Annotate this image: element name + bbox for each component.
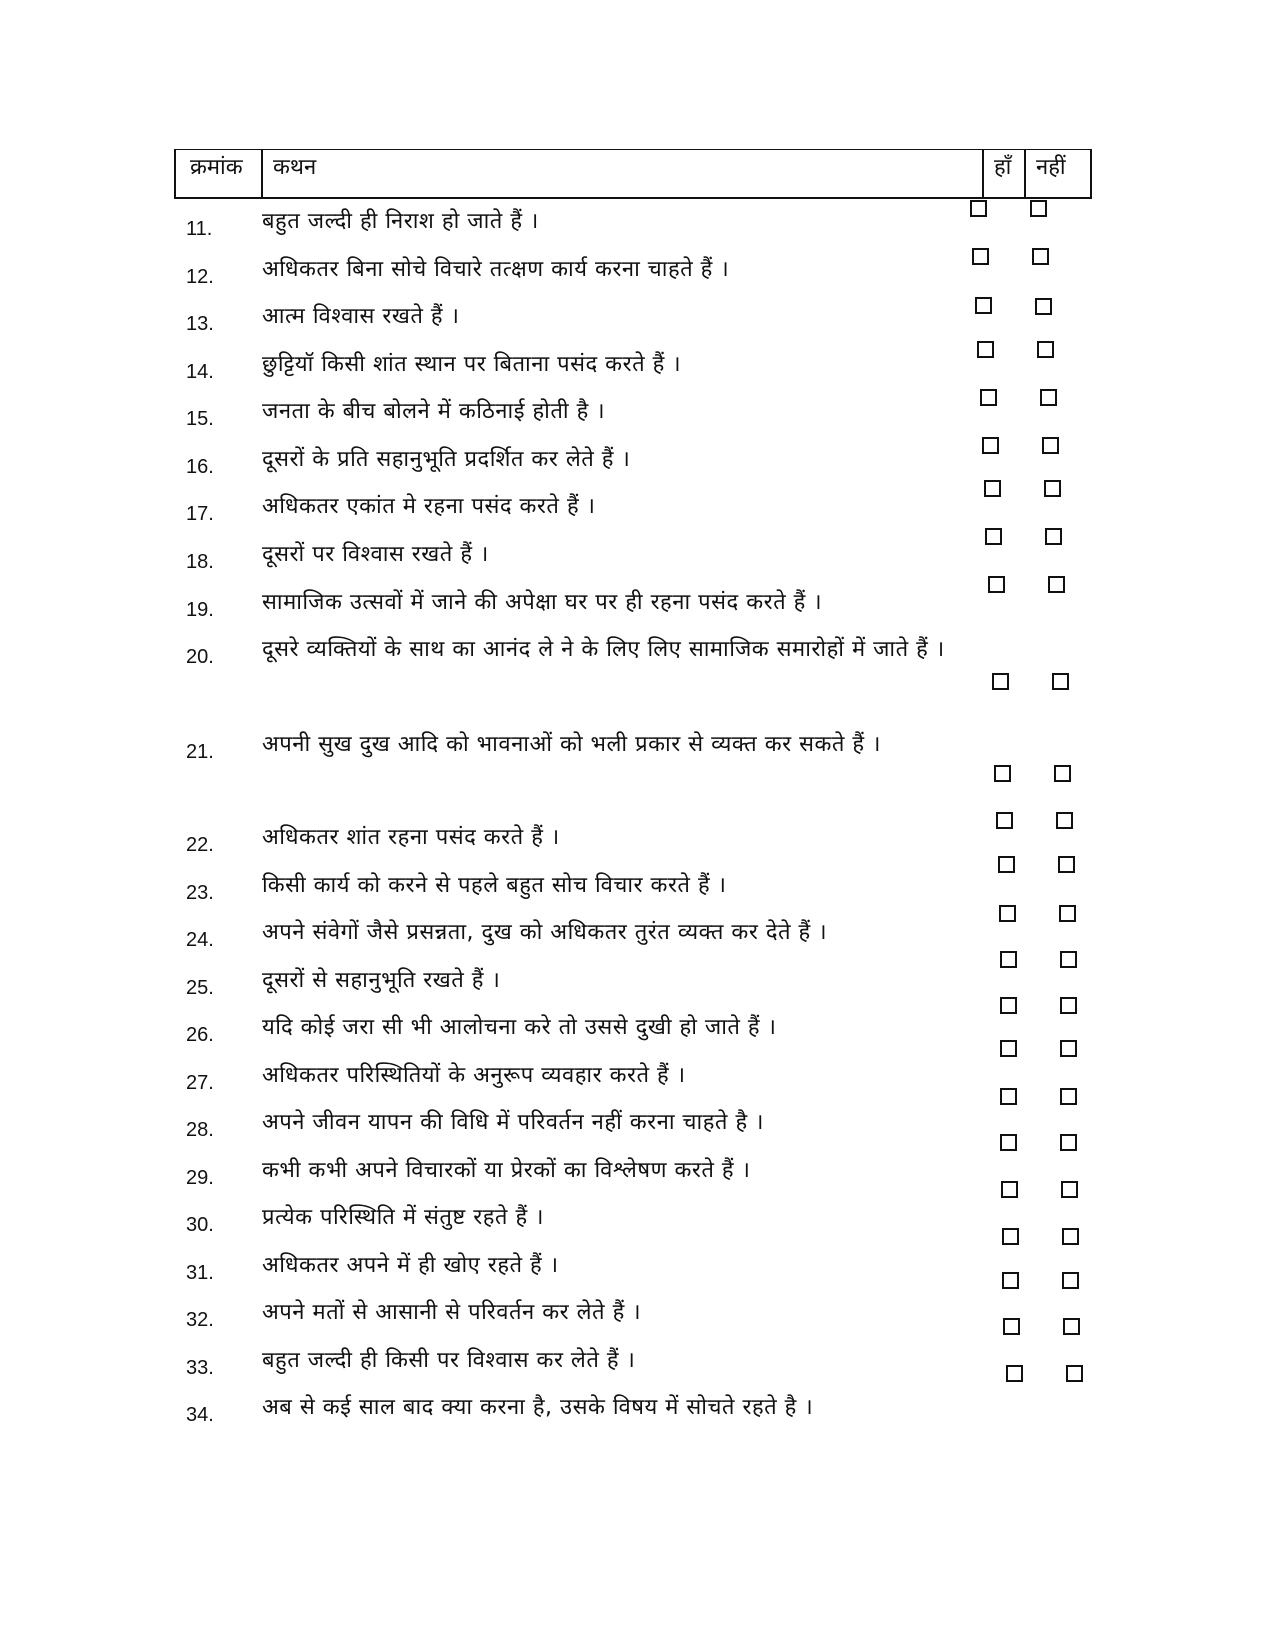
yes-checkbox[interactable] <box>972 248 989 265</box>
no-checkbox[interactable] <box>1060 1040 1077 1057</box>
no-checkbox[interactable] <box>1044 480 1061 497</box>
no-checkbox[interactable] <box>1056 812 1073 829</box>
statement-number: 11. <box>186 218 213 240</box>
yes-checkbox[interactable] <box>985 528 1002 545</box>
statement-number: 29. <box>186 1167 214 1189</box>
statement-number: 25. <box>186 977 214 999</box>
statement-text: यदि कोई जरा सी भी आलोचना करे तो उससे दुखी हो जाते हैं । <box>262 1015 777 1040</box>
statement-text: दूसरों से सहानुभूति रखते हैं । <box>262 968 501 993</box>
table-header <box>174 149 1092 199</box>
yes-checkbox[interactable] <box>1000 1088 1017 1105</box>
statement-number: 22. <box>186 834 214 856</box>
no-checkbox[interactable] <box>1030 200 1047 217</box>
statement-text: अधिकतर बिना सोचे विचारे तत्क्षण कार्य करना चाहते हैं । <box>262 257 730 282</box>
statement-text: सामाजिक उत्सवों में जाने की अपेक्षा घर पर ही रहना पसंद करते हैं । <box>262 590 823 615</box>
no-checkbox[interactable] <box>1042 437 1059 454</box>
statement-text: अधिकतर परिस्थितियों के अनुरूप व्यवहार करते हैं । <box>262 1063 686 1088</box>
statement-number: 23. <box>186 882 214 904</box>
statement-text: दूसरे व्यक्तियों के साथ का आनंद ले ने के लिए लिए सामाजिक समारोहों में जाते हैं । <box>262 637 945 662</box>
header-statement: कथन <box>263 150 984 197</box>
statement-number: 27. <box>186 1072 214 1094</box>
statement-number: 33. <box>186 1357 214 1379</box>
no-checkbox[interactable] <box>1058 856 1075 873</box>
no-checkbox[interactable] <box>1063 1318 1080 1335</box>
statement-text: बहुत जल्दी ही किसी पर विश्वास कर लेते हैं । <box>262 1348 636 1373</box>
no-checkbox[interactable] <box>1035 298 1052 315</box>
statement-number: 26. <box>186 1024 214 1046</box>
statement-number: 12. <box>186 266 214 288</box>
statement-text: अब से कई साल बाद क्या करना है, उसके विषय में सोचते रहते है । <box>262 1395 814 1420</box>
statement-number: 31. <box>186 1262 214 1284</box>
statement-text: बहुत जल्दी ही निराश हो जाते हैं । <box>262 209 539 234</box>
no-checkbox[interactable] <box>1032 248 1049 265</box>
no-checkbox[interactable] <box>1045 528 1062 545</box>
no-checkbox[interactable] <box>1066 1365 1083 1382</box>
statement-number: 21. <box>186 741 214 763</box>
no-checkbox[interactable] <box>1060 1134 1077 1151</box>
statement-text: दूसरों पर विश्वास रखते हैं । <box>262 542 489 567</box>
statement-text: अधिकतर एकांत मे रहना पसंद करते हैं । <box>262 494 596 519</box>
no-checkbox[interactable] <box>1061 1181 1078 1198</box>
statement-number: 20. <box>186 646 214 668</box>
statement-row <box>0 729 1275 777</box>
yes-checkbox[interactable] <box>980 389 997 406</box>
yes-checkbox[interactable] <box>970 200 987 217</box>
yes-checkbox[interactable] <box>1000 997 1017 1014</box>
no-checkbox[interactable] <box>1060 1088 1077 1105</box>
yes-checkbox[interactable] <box>1000 1134 1017 1151</box>
statement-row <box>0 1392 1275 1440</box>
header-no: नहीं <box>1036 155 1066 180</box>
statement-text: अपनी सुख दुख आदि को भावनाओं को भली प्रकार से व्यक्त कर सकते हैं । <box>262 732 881 757</box>
statement-number: 32. <box>186 1309 214 1331</box>
yes-checkbox[interactable] <box>1000 1040 1017 1057</box>
yes-checkbox[interactable] <box>975 297 992 314</box>
yes-checkbox[interactable] <box>1003 1318 1020 1335</box>
yes-checkbox[interactable] <box>977 341 994 358</box>
no-checkbox[interactable] <box>1059 905 1076 922</box>
statement-text: अधिकतर अपने में ही खोए रहते हैं । <box>262 1253 559 1278</box>
yes-checkbox[interactable] <box>1001 1181 1018 1198</box>
statement-number: 30. <box>186 1214 214 1236</box>
statement-text: अपने संवेगों जैसे प्रसन्नता, दुख को अधिकतर तुरंत व्यक्त कर देते हैं । <box>262 920 828 945</box>
no-checkbox[interactable] <box>1062 1228 1079 1245</box>
statement-row <box>0 634 1275 682</box>
statement-number: 24. <box>186 929 214 951</box>
no-checkbox[interactable] <box>1060 951 1077 968</box>
yes-checkbox[interactable] <box>996 812 1013 829</box>
statement-text: अपने जीवन यापन की विधि में परिवर्तन नहीं करना चाहते है । <box>262 1110 764 1135</box>
statement-text: अपने मतों से आसानी से परिवर्तन कर लेते हैं । <box>262 1300 642 1325</box>
statement-number: 17. <box>186 503 214 525</box>
yes-checkbox[interactable] <box>984 480 1001 497</box>
statement-number: 13. <box>186 313 214 335</box>
statement-text: आत्म विश्वास रखते हैं । <box>262 304 460 329</box>
statement-text: छुट्टियॉ किसी शांत स्थान पर बिताना पसंद करते हैं । <box>262 352 682 377</box>
yes-checkbox[interactable] <box>982 437 999 454</box>
statement-number: 14. <box>186 361 214 383</box>
statement-number: 34. <box>186 1404 214 1426</box>
statement-number: 15. <box>186 408 214 430</box>
yes-checkbox[interactable] <box>999 905 1016 922</box>
no-checkbox[interactable] <box>1062 1272 1079 1289</box>
statement-text: प्रत्येक परिस्थिति में संतुष्ट रहते हैं । <box>262 1205 544 1230</box>
yes-checkbox[interactable] <box>1006 1365 1023 1382</box>
statement-number: 16. <box>186 456 214 478</box>
statement-text: किसी कार्य को करने से पहले बहुत सोच विचार करते हैं । <box>262 873 727 898</box>
header-yes: हाँ <box>984 150 1026 197</box>
statement-number: 18. <box>186 551 214 573</box>
header-serial-number: क्रमांक <box>176 150 263 197</box>
statement-text: अधिकतर शांत रहना पसंद करते हैं । <box>262 825 560 850</box>
yes-checkbox[interactable] <box>1002 1272 1019 1289</box>
no-checkbox[interactable] <box>1052 673 1069 690</box>
yes-checkbox[interactable] <box>998 856 1015 873</box>
statement-text: जनता के बीच बोलने में कठिनाई होती है । <box>262 399 606 424</box>
statement-text: कभी कभी अपने विचारकों या प्रेरकों का विश्लेषण करते हैं । <box>262 1158 751 1183</box>
yes-checkbox[interactable] <box>988 576 1005 593</box>
yes-checkbox[interactable] <box>1000 951 1017 968</box>
statement-text: दूसरों के प्रति सहानुभूति प्रदर्शित कर लेते हैं । <box>262 447 631 472</box>
no-checkbox[interactable] <box>1054 765 1071 782</box>
yes-checkbox[interactable] <box>992 673 1009 690</box>
no-checkbox[interactable] <box>1040 389 1057 406</box>
yes-checkbox[interactable] <box>994 765 1011 782</box>
no-checkbox[interactable] <box>1060 997 1077 1014</box>
no-checkbox[interactable] <box>1048 576 1065 593</box>
no-checkbox[interactable] <box>1037 341 1054 358</box>
statement-number: 19. <box>186 599 214 621</box>
statement-number: 28. <box>186 1119 214 1141</box>
yes-checkbox[interactable] <box>1002 1228 1019 1245</box>
